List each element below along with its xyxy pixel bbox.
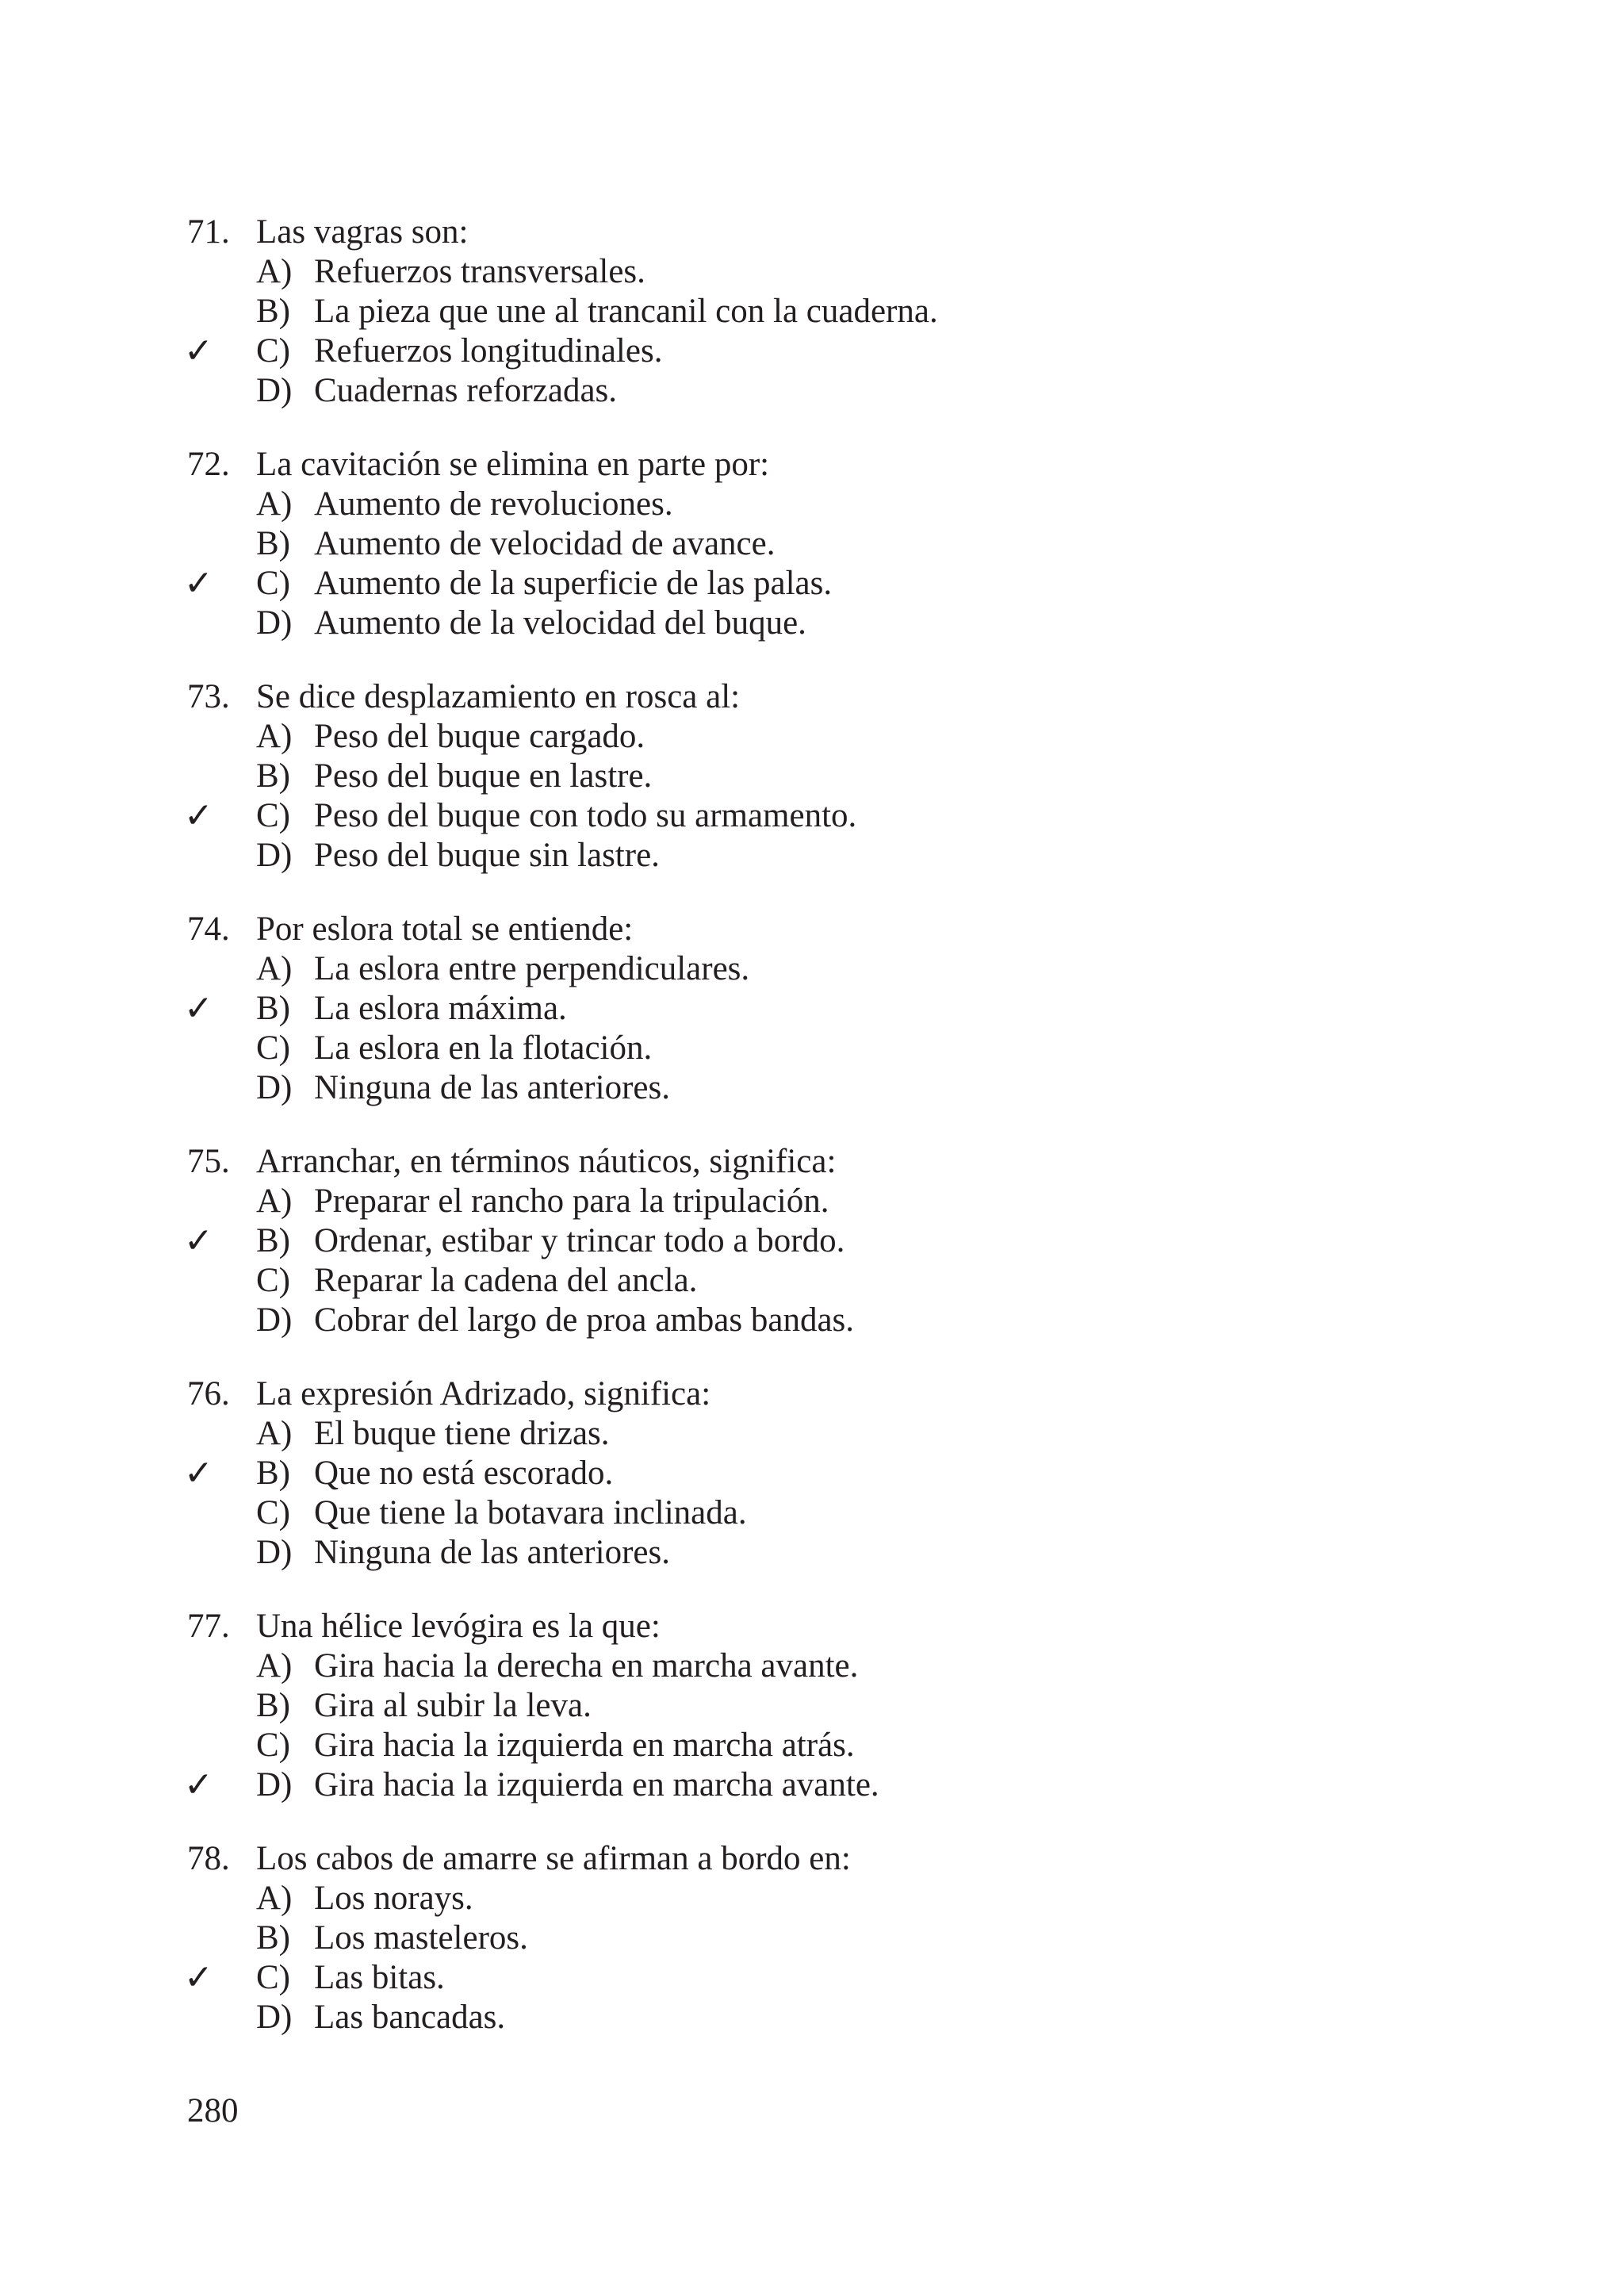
option-text: Peso del buque con todo su armamento. — [314, 797, 857, 834]
option-text: Las bitas. — [314, 1959, 445, 1996]
question-number: 77. — [187, 1608, 230, 1645]
option-text: Que no está escorado. — [314, 1455, 614, 1492]
option-letter: D) — [256, 1999, 293, 2036]
option-letter: A) — [256, 1880, 293, 1917]
option-letter: D) — [256, 1766, 293, 1803]
correct-answer-check-icon: ✓ — [184, 1957, 213, 1998]
question-text: Una hélice levógira es la que: — [256, 1608, 661, 1645]
option-letter: A) — [256, 485, 293, 523]
option-letter: B) — [256, 1455, 290, 1492]
option-letter: A) — [256, 1647, 293, 1685]
option-text: La eslora en la flotación. — [314, 1029, 653, 1067]
option-text: La pieza que une al trancanil con la cuaderna. — [314, 293, 938, 330]
option-text: Aumento de velocidad de avance. — [314, 525, 776, 562]
option-text: Refuerzos longitudinales. — [314, 332, 663, 370]
option-letter: D) — [256, 1534, 293, 1571]
option-text: Los masteleros. — [314, 1919, 528, 1957]
option-letter: C) — [256, 797, 290, 834]
question-number: 71. — [187, 213, 230, 251]
option-letter: D) — [256, 837, 293, 874]
correct-answer-check-icon: ✓ — [184, 795, 213, 836]
option-letter: D) — [256, 604, 293, 642]
correct-answer-check-icon: ✓ — [184, 563, 213, 604]
option-letter: D) — [256, 1069, 293, 1106]
question-78 — [0, 1839, 1624, 2072]
option-text: Refuerzos transversales. — [314, 253, 645, 290]
question-76 — [0, 1374, 1624, 1607]
question-number: 78. — [187, 1840, 230, 1877]
option-text: Peso del buque cargado. — [314, 718, 645, 755]
option-letter: C) — [256, 332, 290, 370]
correct-answer-check-icon: ✓ — [184, 1765, 213, 1805]
option-letter: B) — [256, 1222, 290, 1259]
question-number: 75. — [187, 1143, 230, 1180]
question-text: Por eslora total se entiende: — [256, 910, 634, 948]
option-letter: B) — [256, 525, 290, 562]
option-letter: B) — [256, 1919, 290, 1957]
option-letter: B) — [256, 990, 290, 1027]
option-letter: C) — [256, 1959, 290, 1996]
option-letter: C) — [256, 1262, 290, 1299]
option-letter: C) — [256, 1727, 290, 1764]
option-text: La eslora entre perpendiculares. — [314, 950, 750, 987]
option-text: La eslora máxima. — [314, 990, 567, 1027]
option-text: Ninguna de las anteriores. — [314, 1069, 670, 1106]
option-letter: B) — [256, 757, 290, 795]
option-text: Cobrar del largo de proa ambas bandas. — [314, 1301, 855, 1339]
question-77 — [0, 1607, 1624, 1839]
option-text: Reparar la cadena del ancla. — [314, 1262, 698, 1299]
question-number: 76. — [187, 1375, 230, 1412]
option-text: Aumento de la superficie de las palas. — [314, 565, 833, 602]
option-letter: A) — [256, 253, 293, 290]
option-text: Gira hacia la derecha en marcha avante. — [314, 1647, 859, 1685]
option-letter: A) — [256, 718, 293, 755]
option-text: Peso del buque en lastre. — [314, 757, 653, 795]
question-number: 74. — [187, 910, 230, 948]
option-letter: B) — [256, 1687, 290, 1724]
option-letter: D) — [256, 1301, 293, 1339]
question-73 — [0, 677, 1624, 910]
option-text: Gira al subir la leva. — [314, 1687, 592, 1724]
option-text: Peso del buque sin lastre. — [314, 837, 660, 874]
option-text: Aumento de revoluciones. — [314, 485, 673, 523]
correct-answer-check-icon: ✓ — [184, 1221, 213, 1261]
option-text: Los norays. — [314, 1880, 473, 1917]
question-text: Las vagras son: — [256, 213, 469, 251]
option-letter: C) — [256, 1494, 290, 1531]
question-text: Los cabos de amarre se afirman a bordo en: — [256, 1840, 851, 1877]
option-text: Ordenar, estibar y trincar todo a bordo. — [314, 1222, 845, 1259]
option-text: Aumento de la velocidad del buque. — [314, 604, 806, 642]
option-text: Gira hacia la izquierda en marcha atrás. — [314, 1727, 855, 1764]
option-letter: A) — [256, 1182, 293, 1220]
option-text: Ninguna de las anteriores. — [314, 1534, 670, 1571]
question-number: 73. — [187, 678, 230, 715]
question-text: Se dice desplazamiento en rosca al: — [256, 678, 741, 715]
option-text: Cuadernas reforzadas. — [314, 372, 618, 409]
option-text: Gira hacia la izquierda en marcha avante. — [314, 1766, 879, 1803]
option-text: El buque tiene drizas. — [314, 1415, 610, 1452]
correct-answer-check-icon: ✓ — [184, 1453, 213, 1493]
question-list — [0, 213, 1624, 2072]
option-letter: C) — [256, 565, 290, 602]
page-number: 280 — [187, 2092, 239, 2129]
question-text: Arranchar, en términos náuticos, significa: — [256, 1143, 837, 1180]
question-74 — [0, 910, 1624, 1142]
option-letter: A) — [256, 1415, 293, 1452]
question-number: 72. — [187, 446, 230, 483]
option-letter: C) — [256, 1029, 290, 1067]
option-text: Que tiene la botavara inclinada. — [314, 1494, 747, 1531]
option-letter: D) — [256, 372, 293, 409]
question-75 — [0, 1142, 1624, 1374]
option-letter: A) — [256, 950, 293, 987]
question-text: La expresión Adrizado, significa: — [256, 1375, 711, 1412]
correct-answer-check-icon: ✓ — [184, 331, 213, 371]
question-text: La cavitación se elimina en parte por: — [256, 446, 770, 483]
option-text: Preparar el rancho para la tripulación. — [314, 1182, 829, 1220]
question-72 — [0, 445, 1624, 677]
correct-answer-check-icon: ✓ — [184, 988, 213, 1029]
option-letter: B) — [256, 293, 290, 330]
question-71 — [0, 213, 1624, 445]
option-text: Las bancadas. — [314, 1999, 506, 2036]
